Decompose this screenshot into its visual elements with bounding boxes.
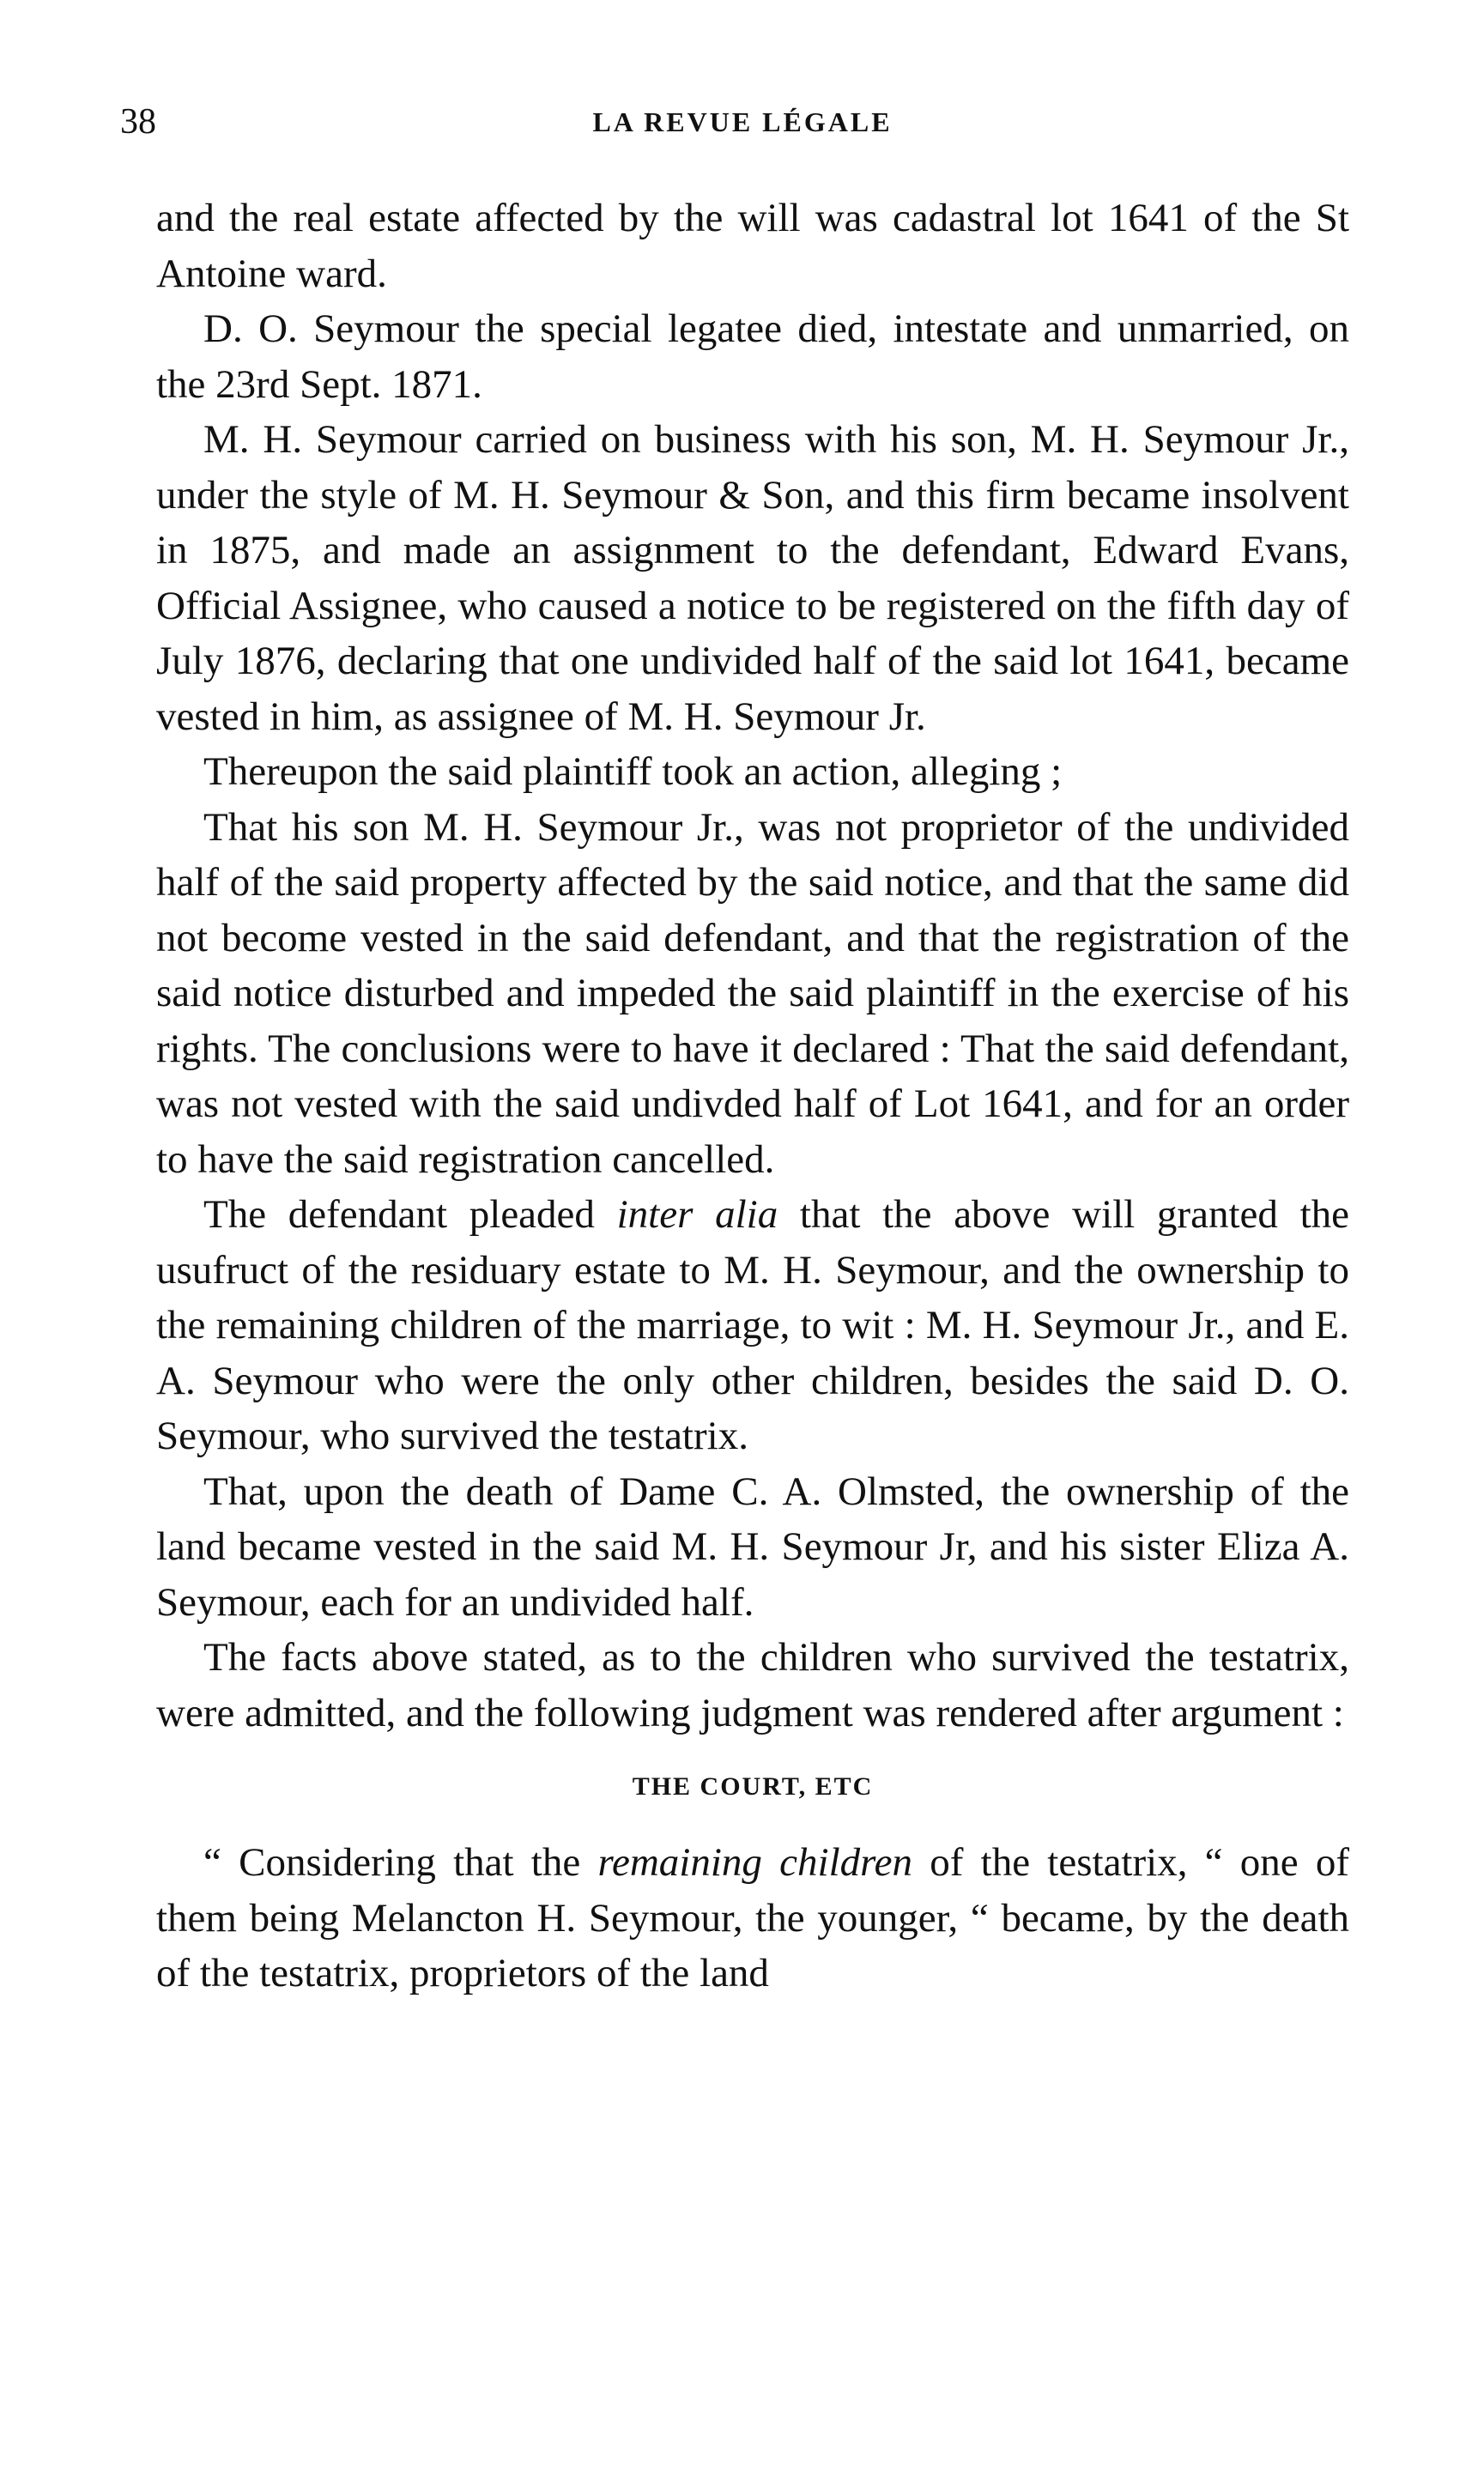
paragraph-continuation: and the real estate affected by the will was cadastral lot 1641 of the St Antoine ward. <box>156 196 1349 296</box>
section-heading: THE COURT, ETC <box>632 1772 874 1801</box>
judgment-quote <box>156 1835 1349 2001</box>
body-text <box>156 191 1349 2001</box>
quote-text: “ Considering that the <box>203 1840 598 1885</box>
quote-text: of the testatrix, “ one of them being Melancton H. Seymour, the younger, “ became, by the death of the testatrix, proprietors of the land <box>156 1840 1350 1995</box>
paragraph <box>156 1187 1349 1464</box>
paragraph-text: The defendant pleaded <box>203 1192 617 1237</box>
paragraph: M. H. Seymour carried on business with his son, M. H. Seymour Jr., under the style of M. H. Seymour & Son, and this firm became insolvent in 1875, and made an assignment to the defendant, Edward Evans, Official Assignee, who caused a notice to be registered on the fifth day of July 1876, declaring that one undivided half of the said lot 1641, became vested in him, as assignee of M. H. Seymour Jr. <box>156 417 1349 739</box>
paragraph: That his son M. H. Seymour Jr., was not proprietor of the undivided half of the said property affected by the said notice, and that the same did not become vested in the said defendant, and that the registration of the said notice disturbed and impeded the said plaintiff in the exercise of his rights. The conclusions were to have it declared : That the said defendant, was not vested with the said undivded half of Lot 1641, and for an order to have the said registration cancelled. <box>156 804 1349 1182</box>
running-head <box>120 101 1365 153</box>
page-number: 38 <box>120 102 156 142</box>
journal-title: LA REVUE LÉGALE <box>592 106 893 137</box>
paragraph: Thereupon the said plaintiff took an action, alleging ; <box>203 749 1063 794</box>
paragraph: That, upon the death of Dame C. A. Olmsted, the ownership of the land became vested in the said M. H. Seymour Jr, and his sister Eliza A. Seymour, each for an undivided half. <box>156 1469 1349 1625</box>
paragraph-text: that the above will granted the usufruct of the residuary estate to M. H. Seymour, and the ownership to the remaining children of the marriage, to wit : M. H. Seymour Jr., and E. A. Seymour who were the only other children, besides the said D. O. Seymour, who survived the testatrix. <box>156 1192 1349 1458</box>
paragraph: D. O. Seymour the special legatee died, intestate and unmarried, on the 23rd Sept. 1871. <box>156 306 1349 407</box>
paragraph: The facts above stated, as to the children who survived the testatrix, were admitted, and the following judgment was rendered after argument : <box>156 1635 1349 1735</box>
italic-phrase: remaining children <box>597 1840 913 1885</box>
italic-phrase: inter alia <box>616 1192 778 1237</box>
